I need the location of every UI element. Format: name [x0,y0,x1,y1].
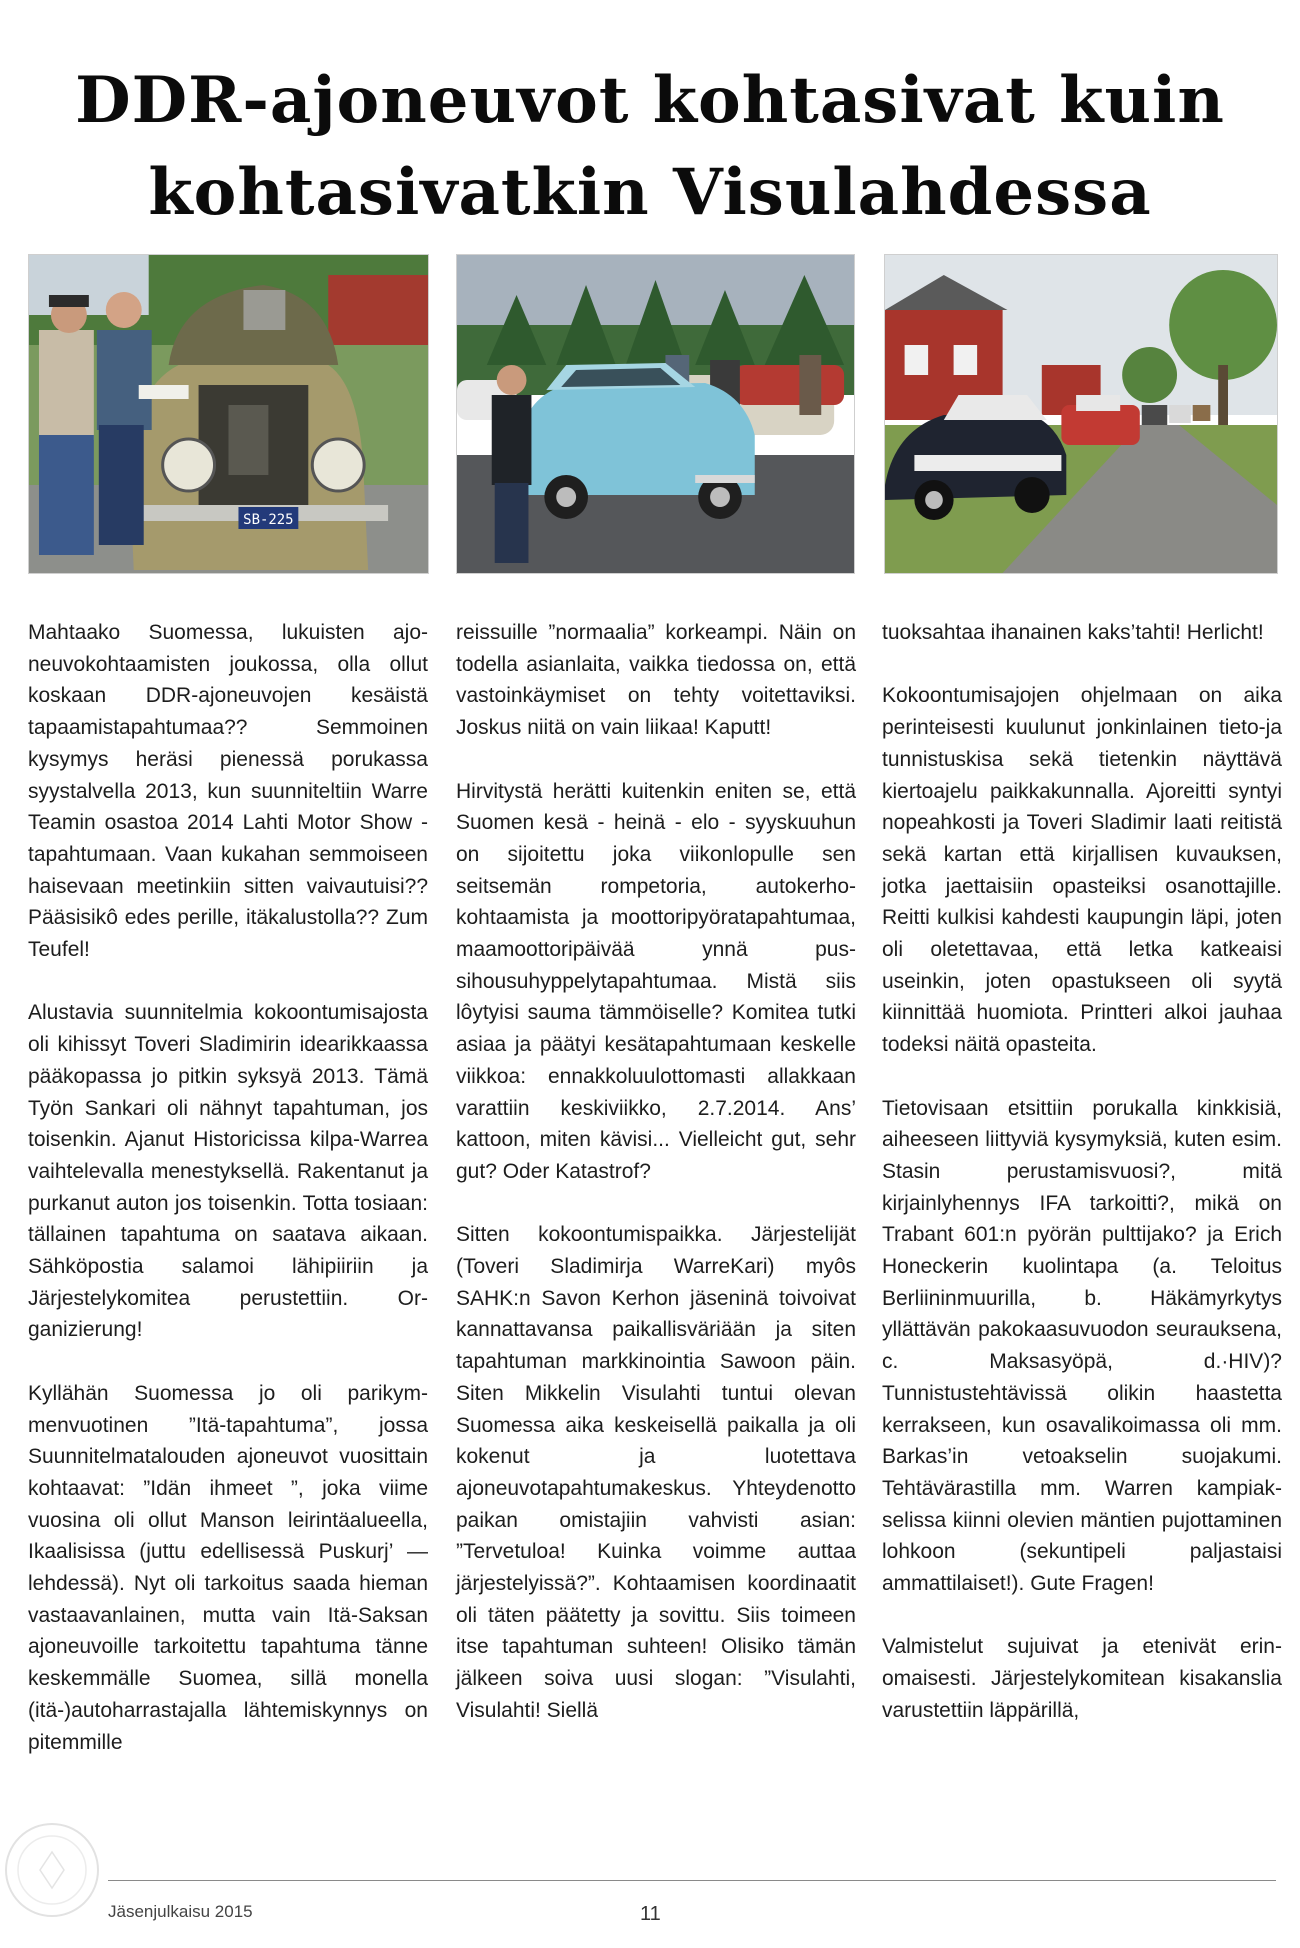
paragraph: Mahtaako Suomessa, lukuisten ajoneuvokohtaamisten joukossa, olla ollut koskaan DDR-ajoneuvojen kesäistä tapaamistapahtumaa?? Semmoinen kysymys heräsi pienessä porukassa syystalvella 2013, kun suunniteltiin Warre Teamin osastoa 2014 Lahti Motor Show - tapahtumaan. Vaan kukahan semmoiseen haisevaan meetinkiin sitten vaivautuisi?? Pääsisikô edes perille, itäkalustolla?? Zum Teufel! [28,621,428,962]
page-number: 11 [640,1903,661,1925]
publication-name: Jäsenjulkaisu 2015 [108,1902,253,1921]
paragraph: Tietovisaan etsittiin porukalla kinkkisiä, aiheeseen liittyviä kysymyksiä, kuten esim. Stasin perustamisvuosi?, mitä kirjainlyhennys IFA tarkoitti?, mikä on Trabant 601:n pyörän pulttijako? ja Erich Honeckerin kuolintapa (a. Teloitus Berliininmuurilla, b. Häkämyrkytys yllättävän pakokaasuvuodon seurauksena, c. Maksasyöpä, d.·HIV)? Tunnistustehtävissä olikin haastetta kerrakseen, kun osavalikoimassa oli mm. Barkas’in vetoakselin suojakumi. Tehtävärastilla mm. Warren kampiakselissa kiinni olevien mäntien pujottaminen lohkoon (sekuntipeli paljastaisi ammattilaiset!). Gute Fragen! [882,1096,1282,1596]
paragraph: Hirvitystä herätti kuitenkin eniten se, että Suomen kesä - heinä - elo - syyskuuhun on sijoitettu joka viikonlopulle sen seitsemän rompetoria, autokerhokohtaamista ja moottoripyöratapahtumaa, maamoottoripäivää ynnä pussihousuhyppelytapahtumaa. Mistä siis lôytyisi sauma tämmöiselle? Komitea tutki asiaa ja päätyi kesätapahtumaan keskelle viikkoa: ennakkoluulottomasti allakkaan varattiin keskiviikko, 2.7.2014. Ans’ kattoon, miten kävisi... Vielleicht gut, sehr gut? Oder Katastrof? [456,779,856,1183]
photo-engine [28,254,429,574]
footer-rule [108,1880,1276,1881]
paragraph: reissuille ”normaalia” korkeampi. Näin on todella asianlaita, vaikka tiedossa on, että vastoinkäymiset on tehty voitettaviksi. Joskus niitä on vain liikaa! Kaputt! [456,621,856,740]
article-column-1 [28,617,428,1758]
article-column-3 [882,617,1282,1727]
paragraph: Kyllähän Suomessa jo oli parikymmenvuotinen ”Itä-tapahtuma”, jossa Suunnitelmatalouden ajoneuvot vuosittain kohtaavat: ”Idän ihmeet ”, joka viime vuosina oli ollut Manson leirintäalueella, Ikaalisissa (juttu edellisessä Puskurj’ — lehdessä). Nyt oli tarkoitus saada hieman vastaavanlainen, mutta vain Itä-Saksan ajoneuvoille tarkoitettu tapahtuma tänne keskemmälle Suomea, sillä monella (itä-)autoharrastajalla lähtemiskynnys on pitemmille [28,1381,428,1754]
paragraph: Valmistelut sujuivat ja etenivät erinomaisesti. Järjestelykomitean kisakanslia varustettiin läppärillä, [882,1635,1282,1722]
paragraph: Sitten kokoontumispaikka. Järjestelijät (Toveri Sladimirja WarreKari) myôs SAHK:n Savon Kerhon jäseninä toivoivat kannattavansa paikallisväriään ja siten tapahtuman markkinointia Sawoon päin. Siten Mikkelin Visulahti tuntui olevan Suomessa aika keskeisellä paikalla ja oli kokenut ja luotettava ajoneuvotapahtumakeskus. Yhteydenotto paikan omistajiin vahvisti asian: ”Tervetuloa! Kuinka voimme auttaa järjestelyissä?”. Kohtaamisen koordinaatit oli täten päätetty ja sovittu. Siis toimeen itse tapahtuman suhteen! Olisiko tämän jälkeen soiva uusi slogan: ”Visulahti, Visulahti! Siellä [456,1223,856,1722]
article-title [0,55,1300,239]
license-plate: SB-225 [243,511,294,529]
paragraph: Alustavia suunnitelmia kokoontumisajosta oli kihissyt Toveri Sladimirin idearikkaassa pääkopassa jo pitkin syksyä 2013. Tämä Työn Sankari oli nähnyt tapahtuman, jos toisenkin. Ajanut Historicissa kilpa-Warrea vaihtelevalla menestyksellä. Rakentanut ja purkanut auton jos toisenkin. Totta tosiaan: tällainen tapahtuma on saatava aikaan. Sähköpostia salamoi lähipiiriin ja Järjestelykomitea perustettiin. Organizierung! [28,1001,428,1342]
stamp-watermark [0,1818,104,1922]
paragraph: Kokoontumisajojen ohjelmaan on aika perinteisesti kuulunut jonkinlainen tieto-ja tunnistuskisa sekä tietenkin näyttävä kiertoajelu paikkakunnalla. Ajoreitti syntyi nopeahkosti ja Toveri Sladimir laati reitistä sekä kartan että kirjallisen kuvauksen, jotka jaettaisiin opasteiksi osanottajille. Reitti kulkisi kahdesti kaupungin läpi, joten oli oletettavaa, että letka katkeaisi useinkin, joten opastukseen oli syytä kiinnittää huomiota. Printteri alkoi jauhaa todeksi näitä opasteita. [882,684,1282,1057]
paragraph: tuoksahtaa ihanainen kaks’tahti! Herlicht! [882,621,1264,644]
title-line-1: DDR-ajoneuvot kohtasivat kuin [75,63,1225,138]
article-column-2 [456,617,856,1727]
photo-trabant [456,254,855,574]
photo-car-row [884,254,1278,574]
title-line-2: kohtasivatkin Visulahdessa [148,155,1152,230]
